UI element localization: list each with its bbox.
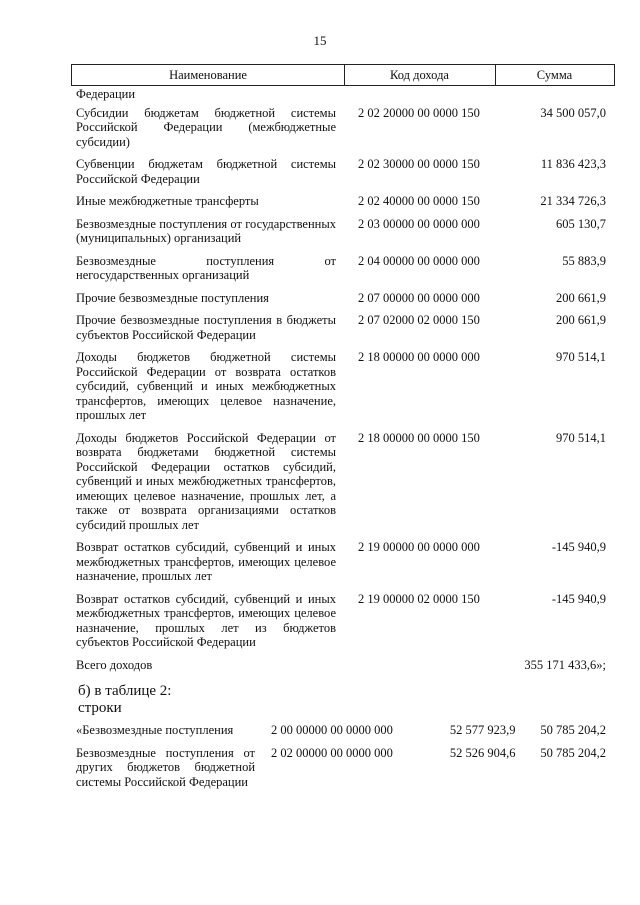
table-row — [76, 658, 606, 673]
row-name: Возврат остатков субсидий, субвенций и иных межбюджетных трансфертов, имеющих целевое назначение, прошлых лет из бюджетов субъектов Российской Федерации — [76, 591, 336, 649]
continuation-row — [76, 87, 606, 102]
row-sum: 970 514,1 — [556, 430, 606, 445]
table-header — [71, 64, 615, 86]
income-table — [76, 87, 606, 680]
row-name: Субвенции бюджетам бюджетной системы Российской Федерации — [76, 157, 336, 186]
row-name: Возврат остатков субсидий, субвенций и иных межбюджетных трансфертов, имеющих целевое назначение, прошлых лет — [76, 540, 336, 583]
table-row — [76, 540, 606, 584]
table-row — [76, 723, 606, 738]
table-row — [76, 592, 606, 650]
page-number: 15 — [313, 33, 327, 48]
row-sum: 200 661,9 — [556, 290, 606, 305]
row-code: 2 07 00000 00 0000 000 — [358, 290, 480, 305]
row-sum: 200 661,9 — [556, 313, 606, 327]
row-sum: 11 836 423,3 — [540, 157, 606, 171]
row-value-1: 52 526 904,6 — [449, 745, 516, 760]
section-line-2: строки — [78, 700, 122, 716]
row-name: Доходы бюджетов бюджетной системы Российской Федерации от возврата остатков субсидий, субвенций и иных межбюджетных трансфертов, имеющих целевое назначение, прошлых лет — [76, 350, 336, 422]
header-sum: Сумма — [536, 68, 573, 82]
row-code: 2 07 02000 02 0000 150 — [358, 313, 480, 327]
row-name: Федерации — [76, 87, 136, 101]
row-sum: 605 130,7 — [556, 216, 606, 231]
row-name: Безвозмездные поступления от других бюджетов бюджетной системы Российской Федерации — [76, 745, 256, 789]
table-row — [76, 217, 606, 246]
row-name: Доходы бюджетов Российской Федерации от возврата бюджетами бюджетной системы Российской Федерации остатков субсидий, субвенций и иных межбюджетных трансфертов, имеющих целевое назначение, прошлых лет, а также от возврата организациями остатков субсидий прошлых лет — [76, 430, 336, 532]
row-name: Прочие безвозмездные поступления — [76, 290, 269, 305]
row-code: 2 02 40000 00 0000 150 — [358, 194, 480, 208]
row-sum: 34 500 057,0 — [540, 105, 606, 120]
table-row — [76, 194, 606, 209]
row-code: 2 02 20000 00 0000 150 — [358, 105, 480, 120]
row-name: Всего доходов — [76, 657, 153, 672]
row-code: 2 04 00000 00 0000 000 — [358, 253, 480, 268]
row-value-2: 50 785 204,2 — [540, 745, 607, 760]
row-sum: 355 171 433,6»; — [524, 657, 606, 672]
table-row — [76, 313, 606, 342]
row-code: 2 19 00000 00 0000 000 — [358, 540, 480, 554]
section-line-1: б) в таблице 2: — [78, 683, 172, 699]
row-name: Субсидии бюджетам бюджетной системы Российской Федерации (межбюджетные субсидии) — [76, 105, 336, 149]
row-name: Иные межбюджетные трансферты — [76, 194, 259, 208]
row-code: 2 18 00000 00 0000 150 — [358, 430, 480, 445]
header-name: Наименование — [72, 65, 345, 85]
row-code: 2 02 00000 00 0000 000 — [271, 745, 393, 760]
table-row — [76, 254, 606, 283]
table-row — [76, 350, 606, 423]
header-code: Код дохода — [344, 65, 496, 85]
table-2-rows — [76, 723, 606, 797]
table-row — [76, 291, 606, 306]
row-name: Прочие безвозмездные поступления в бюджеты субъектов Российской Федерации — [76, 313, 336, 342]
row-value-2: 50 785 204,2 — [540, 723, 607, 737]
section-heading — [78, 683, 171, 717]
row-code: 2 00 00000 00 0000 000 — [271, 723, 393, 737]
row-code: 2 03 00000 00 0000 000 — [358, 216, 480, 231]
row-sum: -145 940,9 — [551, 591, 606, 606]
row-sum: 970 514,1 — [556, 350, 606, 364]
row-sum: -145 940,9 — [551, 540, 606, 554]
row-code: 2 19 00000 02 0000 150 — [358, 591, 480, 606]
row-sum: 55 883,9 — [562, 253, 606, 268]
table-row — [76, 746, 606, 790]
row-value-1: 52 577 923,9 — [449, 723, 516, 737]
row-code — [336, 658, 508, 673]
table-row — [76, 106, 606, 150]
row-name: Безвозмездные поступления от государственных (муниципальных) организаций — [76, 216, 336, 245]
row-code: 2 18 00000 00 0000 000 — [358, 350, 480, 364]
table-row — [76, 431, 606, 533]
table-row — [76, 157, 606, 186]
row-code: 2 02 30000 00 0000 150 — [358, 157, 480, 171]
row-name: Безвозмездные поступления от негосударственных организаций — [76, 253, 336, 282]
row-sum: 21 334 726,3 — [540, 194, 606, 208]
row-name: «Безвозмездные поступления — [76, 723, 234, 737]
